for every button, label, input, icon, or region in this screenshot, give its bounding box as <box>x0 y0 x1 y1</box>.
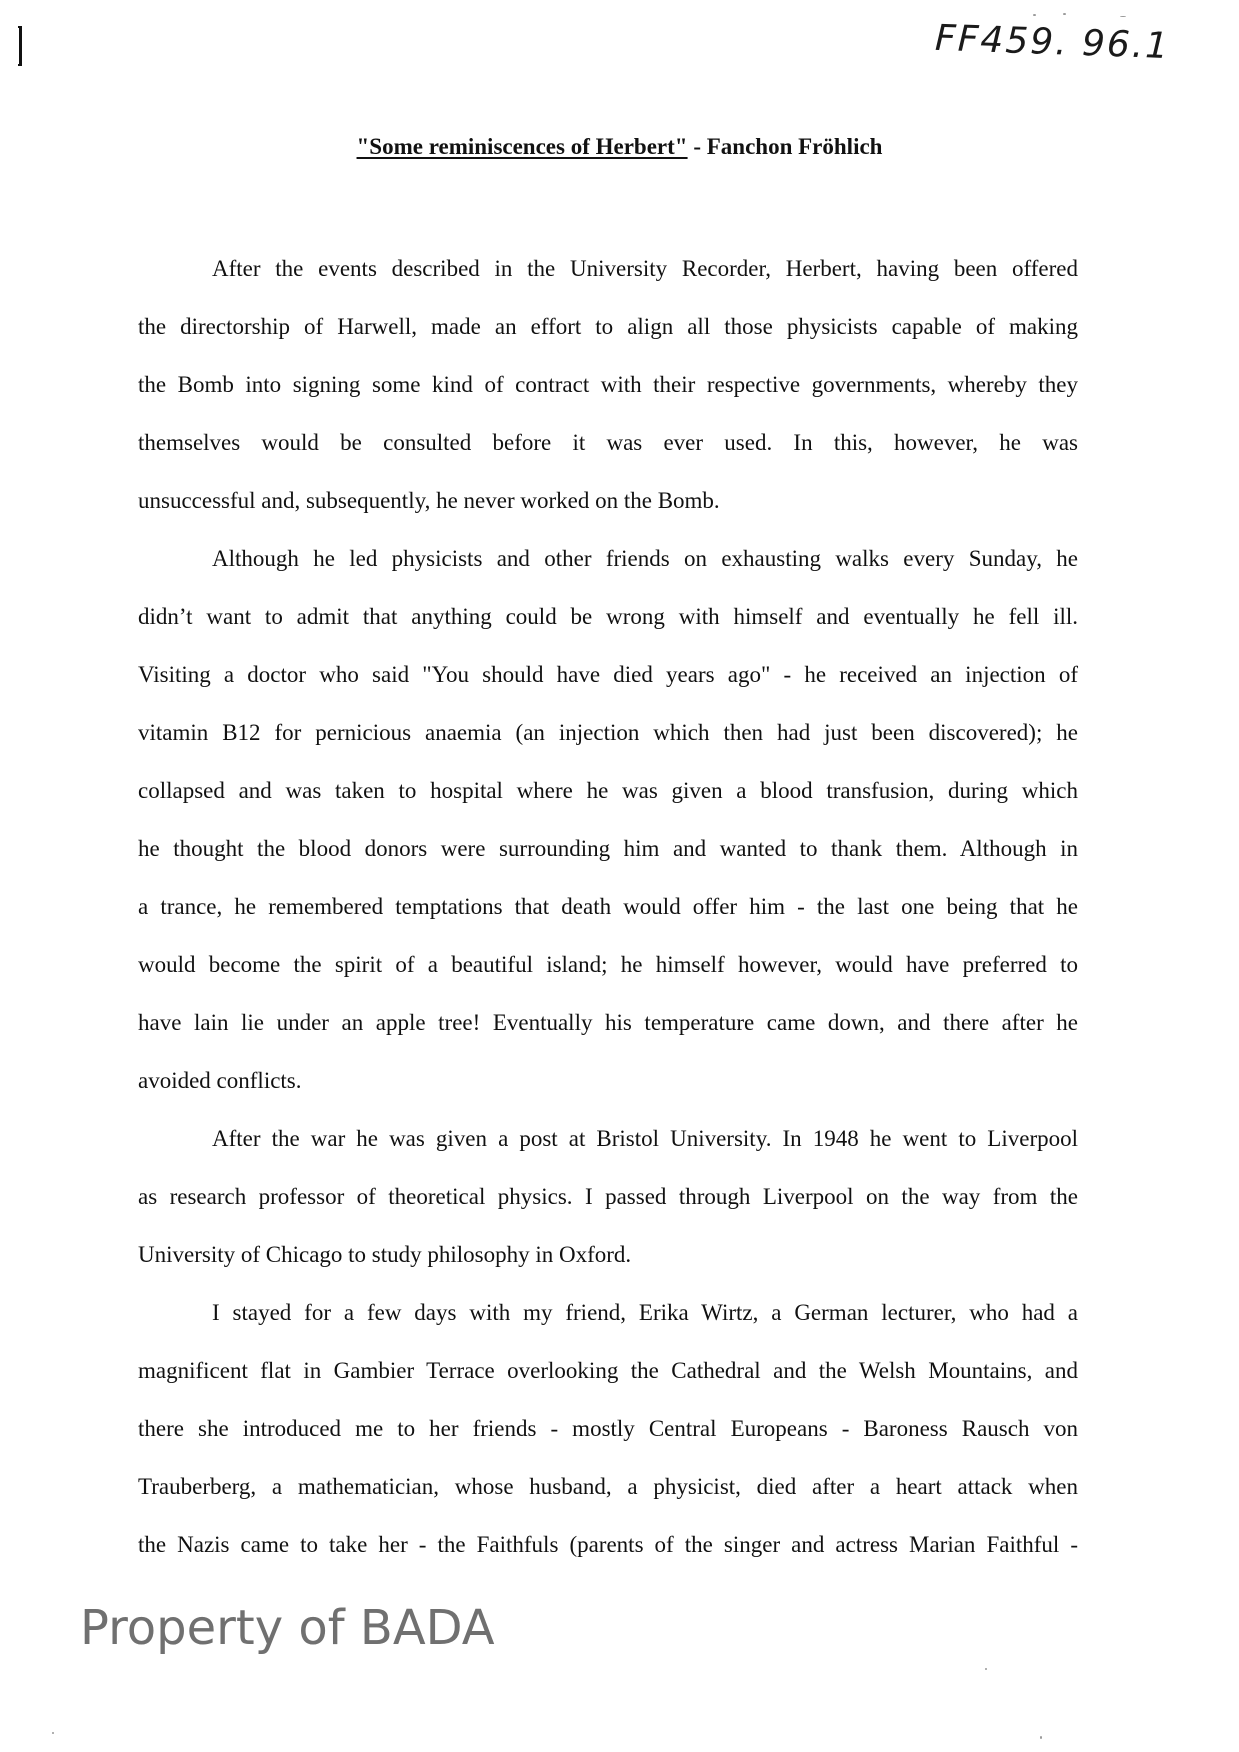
text-line: collapsed and was taken to hospital where he was given a blood transfusion, during which <box>138 778 1078 803</box>
text-line: After the events described in the University Recorder, Herbert, having been offered <box>212 256 1078 281</box>
body-text <box>138 240 1078 1574</box>
paragraph-4 <box>138 1284 1078 1574</box>
text-line: the Nazis came to take her - the Faithfuls (parents of the singer and actress Marian Faithful - <box>138 1532 1078 1557</box>
margin-bracket-mark <box>18 26 22 66</box>
scan-speck <box>1033 14 1036 16</box>
text-line: Visiting a doctor who said "You should have died years ago" - he received an injection of <box>138 662 1078 687</box>
text-line: a trance, he remembered temptations that death would offer him - the last one being that he <box>138 894 1078 919</box>
text-line: avoided conflicts. <box>138 1068 302 1093</box>
paragraph-1 <box>138 240 1078 530</box>
text-line: there she introduced me to her friends - mostly Central Europeans - Baroness Rausch von <box>138 1416 1078 1441</box>
text-line: as research professor of theoretical physics. I passed through Liverpool on the way from the <box>138 1184 1078 1209</box>
text-line: vitamin B12 for pernicious anaemia (an injection which then had just been discovered); he <box>138 720 1078 745</box>
scan-speck <box>985 1668 987 1670</box>
watermark: Property of BADA <box>80 1600 495 1656</box>
scan-speck <box>1120 16 1126 17</box>
text-line: he thought the blood donors were surrounding him and wanted to thank them. Although in <box>138 836 1078 861</box>
text-line: the directorship of Harwell, made an effort to align all those physicists capable of making <box>138 314 1078 339</box>
title-separator: - <box>687 134 707 159</box>
text-line: I stayed for a few days with my friend, Erika Wirtz, a German lecturer, who had a <box>212 1300 1078 1325</box>
text-line: University of Chicago to study philosophy in Oxford. <box>138 1242 632 1267</box>
title-main: "Some reminiscences of Herbert" <box>356 134 688 159</box>
text-line: After the war he was given a post at Bristol University. In 1948 he went to Liverpool <box>212 1126 1078 1151</box>
text-line: unsuccessful and, subsequently, he never worked on the Bomb. <box>138 488 720 513</box>
scan-speck <box>1063 13 1066 15</box>
text-line: Trauberberg, a mathematician, whose husband, a physicist, died after a heart attack when <box>138 1474 1078 1499</box>
text-line: themselves would be consulted before it was ever used. In this, however, he was <box>138 430 1078 455</box>
scan-speck <box>52 1732 54 1734</box>
text-line: Although he led physicists and other friends on exhausting walks every Sunday, he <box>212 546 1078 571</box>
paragraph-3 <box>138 1110 1078 1284</box>
handwritten-reference-number: FF459. 96.1 <box>934 17 1171 68</box>
scan-speck <box>1040 1736 1042 1739</box>
text-line: magnificent flat in Gambier Terrace overlooking the Cathedral and the Welsh Mountains, and <box>138 1358 1078 1383</box>
title-author: Fanchon Fröhlich <box>706 134 883 159</box>
text-line: didn’t want to admit that anything could be wrong with himself and eventually he fell ill. <box>138 604 1078 629</box>
text-line: would become the spirit of a beautiful island; he himself however, would have preferred to <box>138 952 1078 977</box>
text-line: have lain lie under an apple tree! Eventually his temperature came down, and there after he <box>138 1010 1078 1035</box>
document-title <box>0 134 1239 160</box>
paragraph-2 <box>138 530 1078 1110</box>
text-line: the Bomb into signing some kind of contract with their respective governments, whereby they <box>138 372 1078 397</box>
